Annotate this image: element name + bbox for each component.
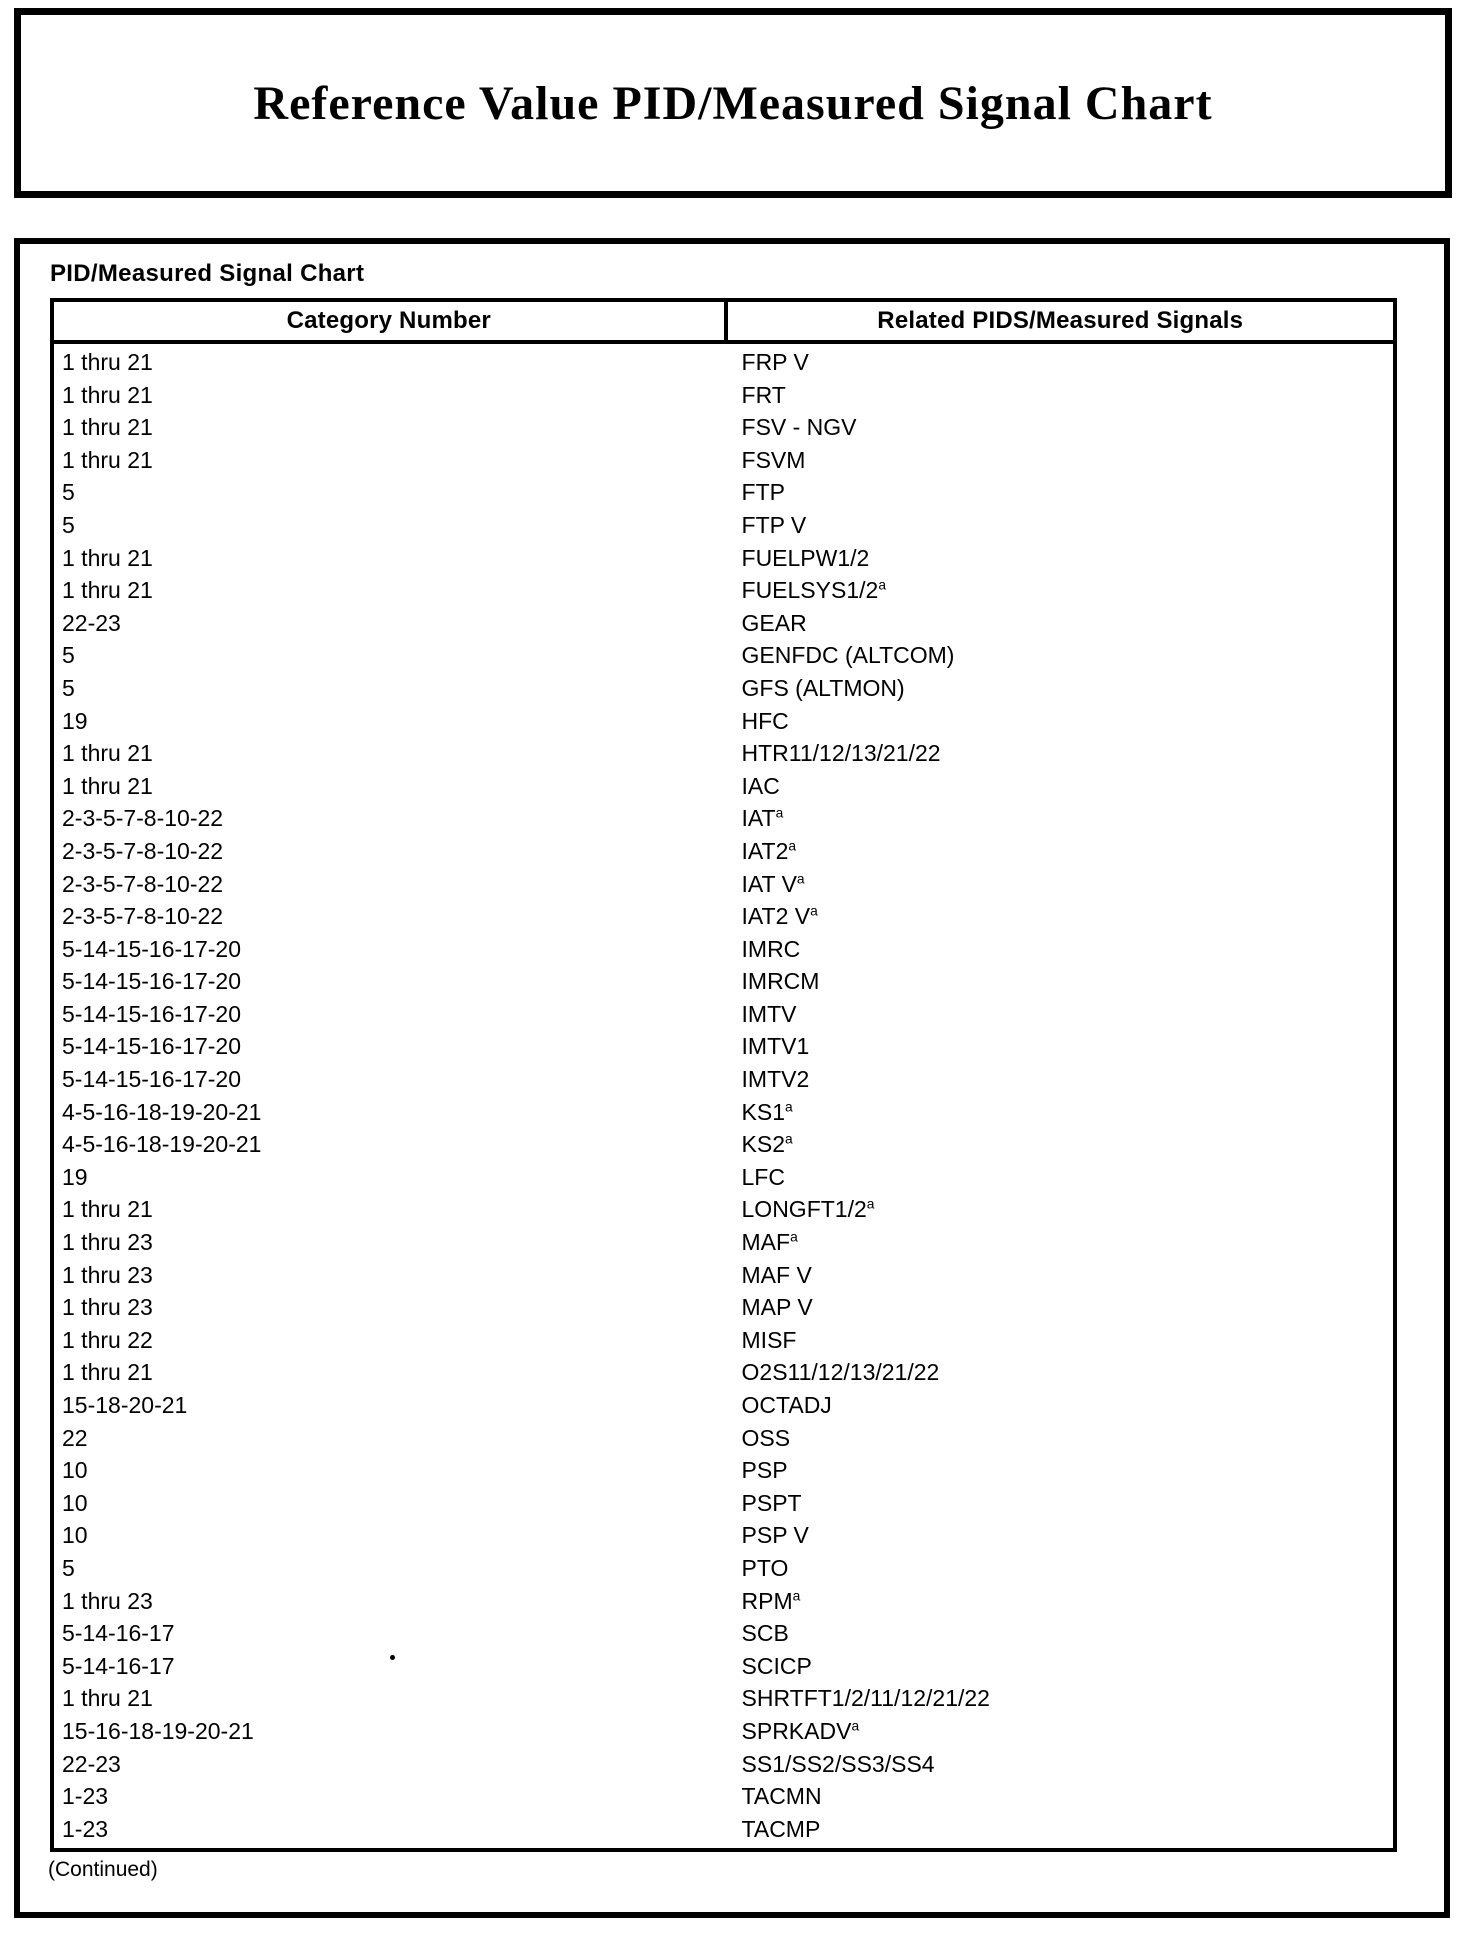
table-row	[54, 1715, 1393, 1748]
measured-signal-cell: IMTV	[741, 1000, 797, 1027]
measured-signal-cell: PSP	[741, 1457, 788, 1484]
table-row	[54, 1780, 1393, 1813]
table-row	[54, 705, 1393, 738]
table-row	[54, 1422, 1393, 1455]
pid-signal-table	[50, 298, 1397, 1852]
measured-signal-cell: LFC	[741, 1163, 785, 1190]
table-body	[54, 344, 1393, 1848]
measured-signal-cell: PSPT	[741, 1489, 802, 1516]
footnote-marker: a	[796, 870, 805, 886]
measured-signal-cell: MISF	[741, 1326, 797, 1353]
category-number-cell: 5	[62, 1554, 75, 1581]
category-number-cell: 1 thru 21	[62, 414, 153, 441]
table-row	[54, 965, 1393, 998]
category-number-cell: 2-3-5-7-8-10-22	[62, 870, 224, 897]
measured-signal-cell: FUELPW1/2	[741, 544, 870, 571]
category-number-cell: 5-14-15-16-17-20	[62, 935, 242, 962]
table-row	[54, 1389, 1393, 1422]
measured-signal-cell: GEAR	[741, 609, 807, 636]
category-number-cell: 2-3-5-7-8-10-22	[62, 805, 224, 832]
table-row	[54, 346, 1393, 379]
measured-signal-cell: KS2$^a$	[741, 1131, 793, 1158]
measured-signal-cell: IAT2 $V^a$	[741, 903, 818, 930]
table-row	[54, 672, 1393, 705]
measured-signal-cell: FRP V	[741, 349, 809, 375]
measured-signal-cell: OCTADJ	[741, 1392, 832, 1418]
category-number-cell: 4-5-16-18-19-20-21	[62, 1098, 262, 1125]
category-number-cell: 1 thru 21	[62, 740, 153, 767]
table-row	[54, 1682, 1393, 1715]
footnote-marker: a	[790, 1229, 798, 1245]
category-number-cell: 5	[62, 511, 75, 538]
category-number-cell: 5	[62, 674, 75, 701]
category-number-cell: 19	[62, 1163, 88, 1190]
footnote-marker: a	[785, 1131, 793, 1147]
category-number-cell: 5	[62, 479, 75, 506]
measured-signal-cell: OSS	[741, 1424, 791, 1451]
category-number-cell: 1 thru 21	[62, 349, 153, 375]
category-number-cell: 1 thru 21	[62, 381, 153, 408]
category-number-cell: 1 thru 21	[62, 544, 153, 571]
category-number-cell: 5-14-15-16-17-20	[62, 1000, 242, 1027]
footnote-marker: a	[775, 805, 784, 821]
table-row	[54, 1259, 1393, 1292]
category-number-cell: 1 thru 21	[62, 1685, 153, 1712]
footnote-marker: a	[785, 1099, 793, 1114]
measured-signal-cell: IAC	[741, 772, 780, 799]
measured-signal-cell: FRT	[741, 381, 786, 408]
table-row	[54, 770, 1393, 803]
measured-signal-cell: FUELSYS1/2$^a$	[741, 577, 886, 604]
footnote-marker: a	[878, 577, 886, 593]
column-header-category-number: Category Number	[54, 302, 728, 340]
table-row	[54, 1128, 1393, 1161]
table-row	[54, 868, 1393, 901]
measured-signal-cell: PSP V	[741, 1522, 809, 1549]
measured-signal-cell: RPM$^a$	[741, 1587, 801, 1614]
measured-signal-cell: IAT2$^a$	[741, 837, 797, 864]
measured-signal-cell: SCICP	[741, 1652, 812, 1679]
table-row	[54, 607, 1393, 640]
table-row	[54, 1650, 1393, 1683]
category-number-cell: 10	[62, 1457, 88, 1484]
table-row	[54, 444, 1393, 477]
table-row	[54, 476, 1393, 509]
table-row	[54, 574, 1393, 607]
category-number-cell: 19	[62, 707, 88, 734]
table-row	[54, 900, 1393, 933]
table-row	[54, 379, 1393, 412]
table-row	[54, 542, 1393, 575]
measured-signal-cell: FSV - NGV	[741, 414, 857, 441]
table-row	[54, 1617, 1393, 1650]
category-number-cell: 1 thru 21	[62, 772, 153, 799]
category-number-cell: 1-23	[62, 1783, 109, 1810]
category-number-cell: 5-14-16-17	[62, 1620, 175, 1647]
table-row	[54, 1291, 1393, 1324]
footnote-marker: a	[851, 1718, 860, 1734]
scan-artifact-dot	[390, 1655, 395, 1660]
measured-signal-cell: IMTV2	[741, 1066, 810, 1093]
table-row	[54, 1324, 1393, 1357]
category-number-cell: 1 thru 23	[62, 1229, 153, 1256]
measured-signal-cell: TACMP	[741, 1815, 821, 1842]
footnote-marker: a	[788, 838, 797, 854]
category-number-cell: 1 thru 21	[62, 1196, 153, 1223]
table-row	[54, 933, 1393, 966]
table-row	[54, 1063, 1393, 1096]
table-row	[54, 1030, 1393, 1063]
category-number-cell: 22-23	[62, 1750, 121, 1777]
category-number-cell: 1 thru 23	[62, 1294, 153, 1321]
category-number-cell: 1 thru 21	[62, 1359, 153, 1386]
table-row	[54, 1748, 1393, 1781]
measured-signal-cell: SPRKADV$^a$	[741, 1717, 860, 1744]
measured-signal-cell: GFS (ALTMON)	[741, 674, 905, 701]
measured-signal-cell: TACMN	[741, 1783, 822, 1810]
measured-signal-cell: SCB	[741, 1620, 789, 1647]
table-row	[54, 1096, 1393, 1129]
continued-note: (Continued)	[48, 1858, 158, 1882]
measured-signal-cell: FTP V	[741, 511, 807, 538]
table-row	[54, 1356, 1393, 1389]
measured-signal-cell: GENFDC (ALTCOM)	[741, 642, 955, 669]
measured-signal-cell: O2S11/12/13/21/22	[741, 1359, 940, 1386]
measured-signal-cell: SS1/SS2/SS3/SS4	[741, 1750, 935, 1777]
measured-signal-cell: MAF V	[741, 1261, 812, 1288]
measured-signal-cell: IMRC	[741, 935, 801, 962]
table-row	[54, 1552, 1393, 1585]
measured-signal-cell: LONGFT1/2$^a$	[741, 1196, 875, 1223]
measured-signal-cell: HTR11/12/13/21/22	[741, 740, 941, 767]
table-row	[54, 802, 1393, 835]
table-row	[54, 737, 1393, 770]
category-number-cell: 4-5-16-18-19-20-21	[62, 1131, 262, 1158]
table-row	[54, 1585, 1393, 1618]
measured-signal-cell: FTP	[741, 479, 785, 506]
measured-signal-cell: IMRCM	[741, 968, 820, 995]
category-number-cell: 1 thru 23	[62, 1261, 153, 1288]
category-number-cell: 2-3-5-7-8-10-22	[62, 837, 224, 864]
measured-signal-cell: IMTV1	[741, 1033, 810, 1060]
table-header-row	[54, 302, 1393, 344]
measured-signal-cell: MAF$^a$	[741, 1229, 798, 1256]
table-row	[54, 835, 1393, 868]
category-number-cell: 15-16-18-19-20-21	[62, 1717, 254, 1744]
table-row	[54, 1813, 1393, 1846]
table-row	[54, 1226, 1393, 1259]
category-number-cell: 5-14-15-16-17-20	[62, 968, 242, 995]
table-row	[54, 1454, 1393, 1487]
category-number-cell: 5	[62, 642, 75, 669]
page-title: Reference Value PID/Measured Signal Chart	[253, 76, 1213, 130]
category-number-cell: 5-14-15-16-17-20	[62, 1033, 242, 1060]
category-number-cell: 10	[62, 1489, 88, 1516]
footnote-marker: a	[792, 1587, 801, 1603]
category-number-cell: 1 thru 23	[62, 1587, 153, 1614]
table-row	[54, 509, 1393, 542]
measured-signal-cell: IAT $V^a$	[741, 870, 805, 897]
measured-signal-cell: FSVM	[741, 446, 806, 473]
category-number-cell: 5-14-16-17	[62, 1652, 175, 1679]
measured-signal-cell: HFC	[741, 707, 789, 734]
chart-heading: PID/Measured Signal Chart	[50, 260, 365, 287]
table-row	[54, 1519, 1393, 1552]
category-number-cell: 22	[62, 1424, 88, 1451]
category-number-cell: 15-18-20-21	[62, 1392, 188, 1418]
category-number-cell: 22-23	[62, 609, 121, 636]
title-box	[14, 8, 1452, 198]
column-header-related-pids: Related PIDS/Measured Signals	[877, 307, 1244, 334]
footnote-marker: a	[866, 1196, 875, 1212]
category-number-cell: 5-14-15-16-17-20	[62, 1066, 242, 1093]
footnote-marker: a	[810, 903, 818, 919]
category-number-cell: 1 thru 21	[62, 446, 153, 473]
table-row	[54, 1161, 1393, 1194]
measured-signal-cell: SHRTFT1/2/11/12/21/22	[741, 1685, 990, 1712]
measured-signal-cell: MAP V	[741, 1294, 813, 1321]
table-row	[54, 639, 1393, 672]
measured-signal-cell: KS1$^a$	[741, 1098, 793, 1125]
category-number-cell: 1 thru 21	[62, 577, 153, 604]
category-number-cell: 10	[62, 1522, 88, 1549]
measured-signal-cell: IAT$^a$	[741, 805, 784, 832]
chart-box	[14, 238, 1450, 1918]
table-row	[54, 411, 1393, 444]
category-number-cell: 1-23	[62, 1815, 109, 1842]
category-number-cell: 1 thru 22	[62, 1326, 153, 1353]
table-row	[54, 998, 1393, 1031]
table-row	[54, 1193, 1393, 1226]
measured-signal-cell: PTO	[741, 1554, 789, 1581]
category-number-cell: 2-3-5-7-8-10-22	[62, 903, 224, 930]
table-row	[54, 1487, 1393, 1520]
